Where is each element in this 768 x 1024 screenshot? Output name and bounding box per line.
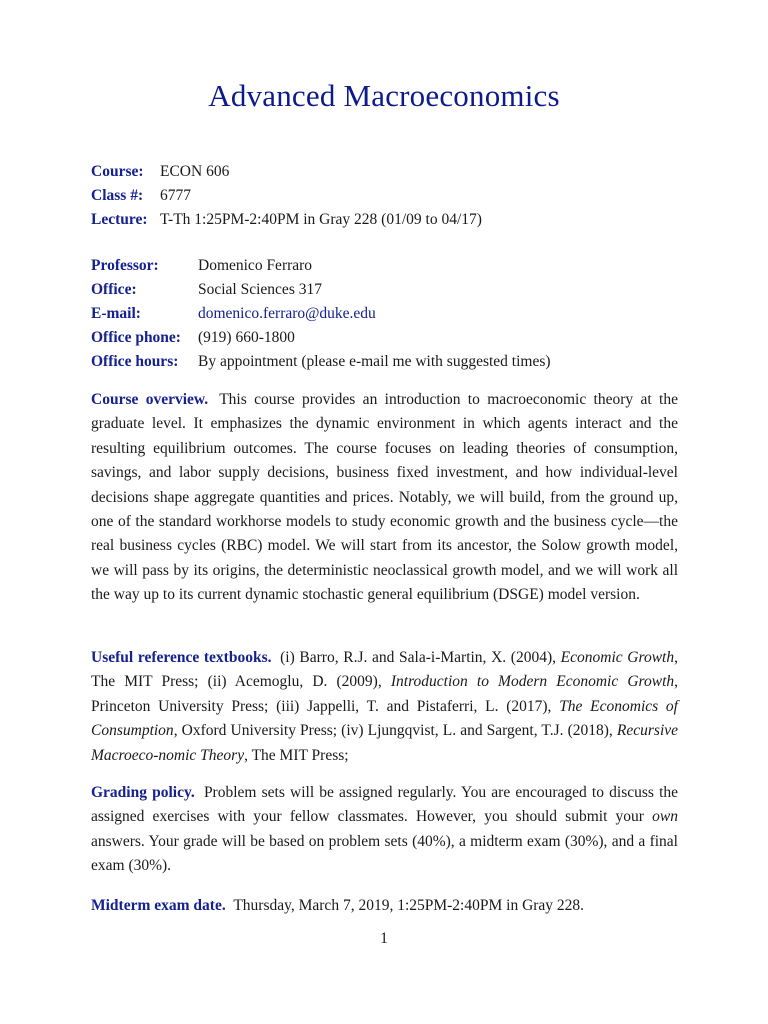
office-hours-label: Office hours:	[91, 353, 179, 370]
textbooks-heading: Useful reference textbooks.	[91, 649, 272, 666]
phone-row	[91, 326, 551, 350]
phone-value: (919) 660-1800	[198, 329, 295, 346]
lecture-label: Lecture:	[91, 211, 148, 228]
grading-text-1: Problem sets will be assigned regularly. You are encouraged to discuss the assigned exercises with your fellow classmates. However, you should submit your	[91, 784, 679, 826]
class-label: Class #:	[91, 187, 144, 204]
professor-info-block	[91, 254, 551, 374]
grading-own-emphasis: own	[652, 808, 679, 826]
midterm-paragraph	[91, 894, 678, 918]
midterm-text: Thursday, March 7, 2019, 1:25PM-2:40PM in Gray 228.	[233, 897, 585, 914]
professor-row	[91, 254, 551, 278]
textbooks-text-1: (i) Barro, R.J. and Sala-i-Martin, X. (2004),	[280, 649, 557, 666]
textbooks-text-4: , Oxford University Press; (iv) Ljungqvist, L. and Sargent, T.J. (2018),	[173, 722, 613, 740]
email-row	[91, 302, 551, 326]
page-number: 1	[380, 930, 388, 947]
grading-text-2: answers. Your grade will be based on problem sets (40%), a midterm exam (30%), and a final exam (30%).	[91, 832, 678, 875]
textbooks-text-2: , The MIT Press; (ii) Acemoglu, D. (2009),	[91, 649, 678, 691]
textbooks-text-3: , Princeton University Press; (iii) Jappelli, T. and Pistaferri, L. (2017),	[91, 673, 679, 715]
professor-label: Professor:	[91, 257, 159, 274]
email-label: E-mail:	[91, 305, 141, 322]
office-hours-row	[91, 350, 551, 374]
lecture-value: T-Th 1:25PM-2:40PM in Gray 228 (01/09 to 04/17)	[160, 211, 482, 228]
grading-policy-heading: Grading policy.	[91, 784, 195, 801]
course-overview-text: This course provides an introduction to macroeconomic theory at the graduate level. It emphasizes the dynamic environment in which agents interact and the resulting equilibrium outcomes. The course focuses on leading theories of consumption, savings, and labor supply decisions, business fixed investment, and how individual-level decisions shape aggregate quantities and prices. Notably, we will build, from the ground up, one of the standard workhorse models to study economic growth and the business cycle—the real business cycles (RBC) model. We will start from its ancestor, the Solow growth model, we will pass by its origins, the deterministic neoclassical growth model, and we will work all the way up to its current dynamic stochastic general equilibrium (DSGE) model version.	[91, 391, 678, 604]
midterm-heading: Midterm exam date.	[91, 897, 226, 914]
course-value: ECON 606	[160, 163, 230, 180]
textbook-title-3: The Economics of Consumption	[91, 697, 678, 740]
office-value: Social Sciences 317	[198, 281, 322, 298]
textbook-title-2: Introduction to Modern Economic Growth	[390, 673, 675, 691]
class-row	[91, 184, 482, 208]
course-info-block	[91, 160, 482, 232]
course-row	[91, 160, 482, 184]
office-label: Office:	[91, 281, 137, 298]
page-title: Advanced Macroeconomics	[208, 78, 560, 113]
email-link[interactable]: domenico.ferraro@duke.edu	[198, 305, 376, 322]
class-value: 6777	[160, 187, 191, 204]
phone-label: Office phone:	[91, 329, 181, 346]
lecture-row	[91, 208, 482, 232]
professor-value: Domenico Ferraro	[198, 257, 313, 274]
office-row	[91, 278, 551, 302]
textbook-title-1: Economic Growth	[560, 649, 675, 666]
textbooks-text-5: , The MIT Press;	[244, 746, 349, 764]
course-label: Course:	[91, 163, 144, 180]
course-overview-paragraph	[91, 388, 678, 608]
textbooks-paragraph	[91, 646, 678, 768]
textbook-title-4: Recursive Macroeco-nomic Theory	[91, 722, 679, 764]
course-overview-heading: Course overview.	[91, 391, 209, 408]
grading-policy-paragraph	[91, 781, 678, 879]
office-hours-value: By appointment (please e-mail me with suggested times)	[198, 353, 551, 370]
